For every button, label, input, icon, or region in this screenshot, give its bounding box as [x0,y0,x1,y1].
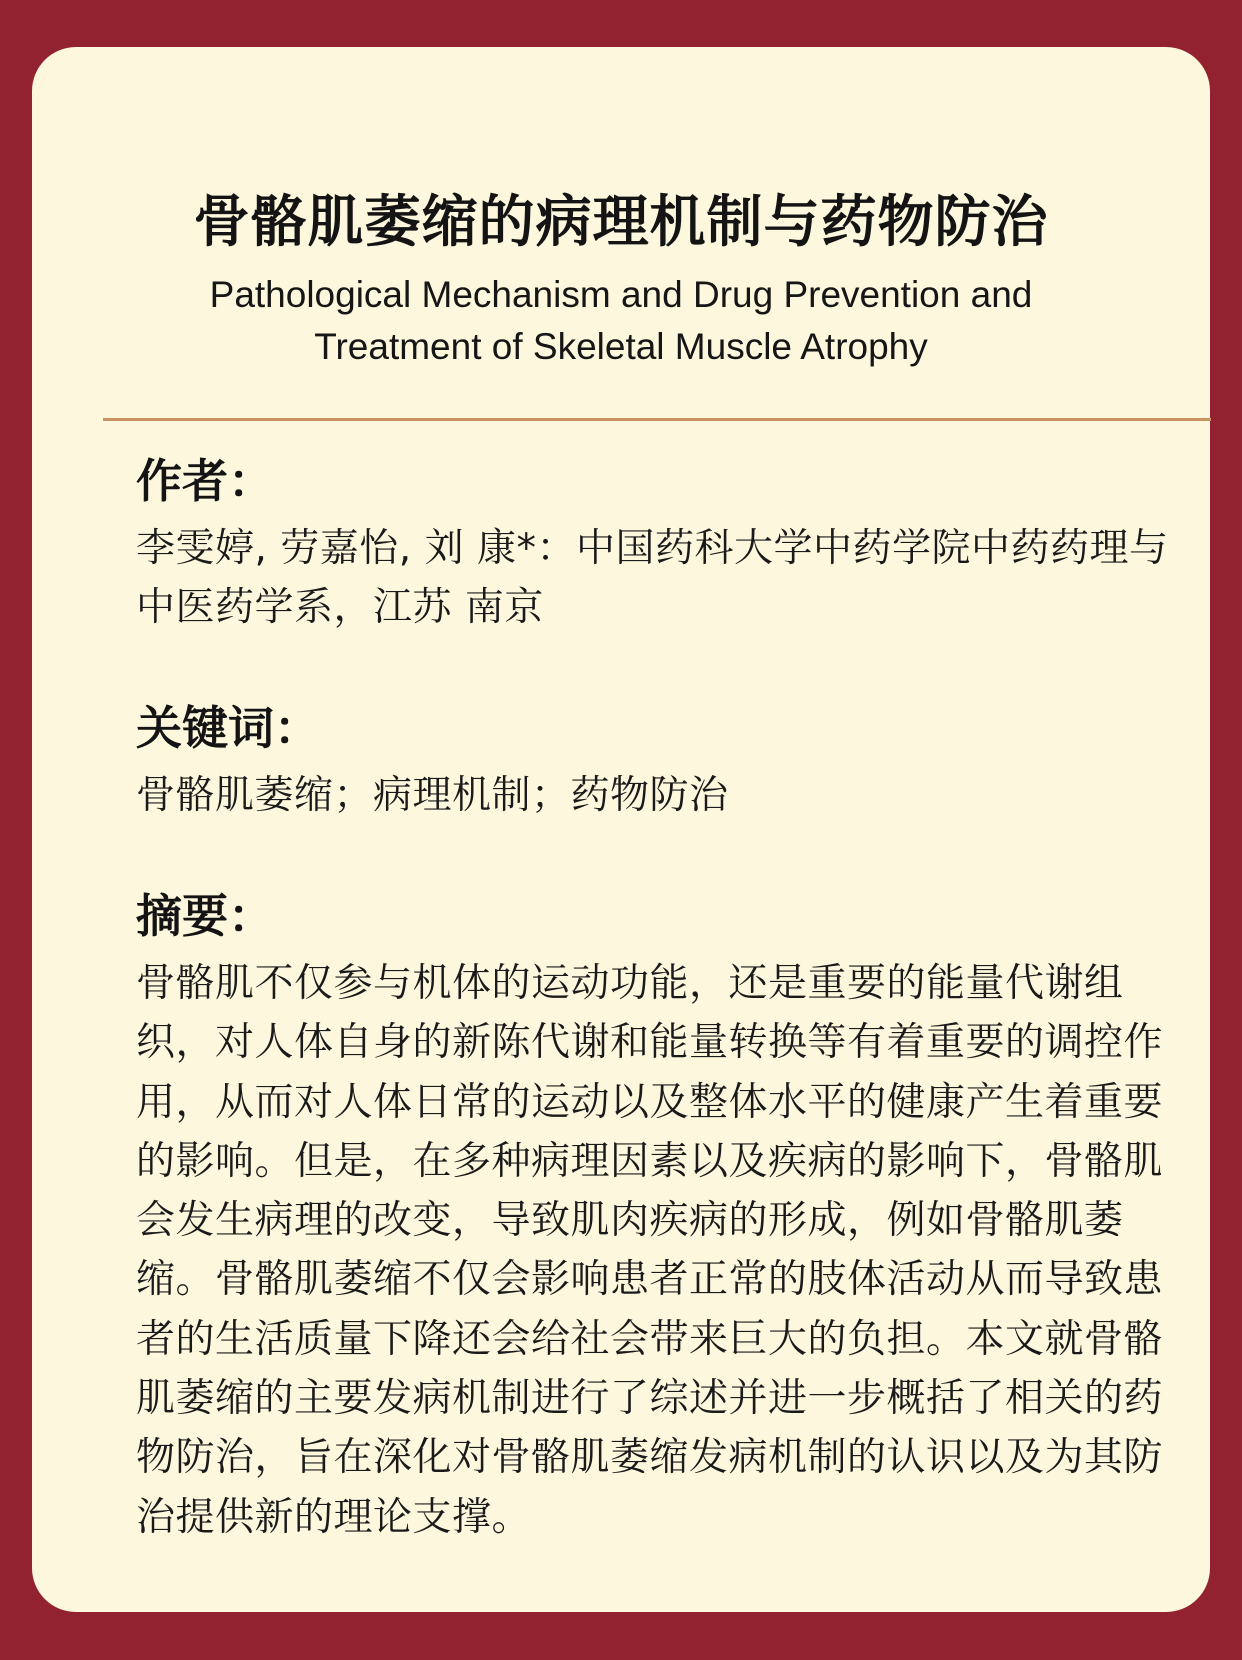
keywords-text: 骨骼肌萎缩；病理机制；药物防治 [136,773,729,818]
keywords-heading: 关键词： [136,701,320,755]
authors-heading: 作者： [136,454,274,508]
authors-text: 李雯婷, 劳嘉怡, 刘 康*：中国药科大学中药学院中药药理与中医药学系，江苏 南京 [136,526,1169,630]
abstract-text: 骨骼肌不仅参与机体的运动功能，还是重要的能量代谢组织，对人体自身的新陈代谢和能量转换等有着重要的调控作用，从而对人体日常的运动以及整体水平的健康产生着重要的影响。但是，在多种病理因素以及疾病的影响下，骨骼肌会发生病理的改变，导致肌肉疾病的形成，例如骨骼肌萎缩。骨骼肌萎缩不仅会影响患者正常的肢体活动从而导致患者的生活质量下降还会给社会带来巨大的负担。本文就骨骼肌萎缩的主要发病机制进行了综述并进一步概括了相关的药物防治，旨在深化对骨骼肌萎缩发病机制的认识以及为其防治提供新的理论支撑。 [136,961,1164,1540]
abstract-heading: 摘要： [136,889,274,943]
title-english: Pathological Mechanism and Drug Prevention and Treatment of Skeletal Muscle Atrophy [209,274,1033,367]
paper-card [32,47,1210,1612]
title-chinese: 骨骼肌萎缩的病理机制与药物防治 [193,190,1049,255]
title-divider [103,418,1211,421]
